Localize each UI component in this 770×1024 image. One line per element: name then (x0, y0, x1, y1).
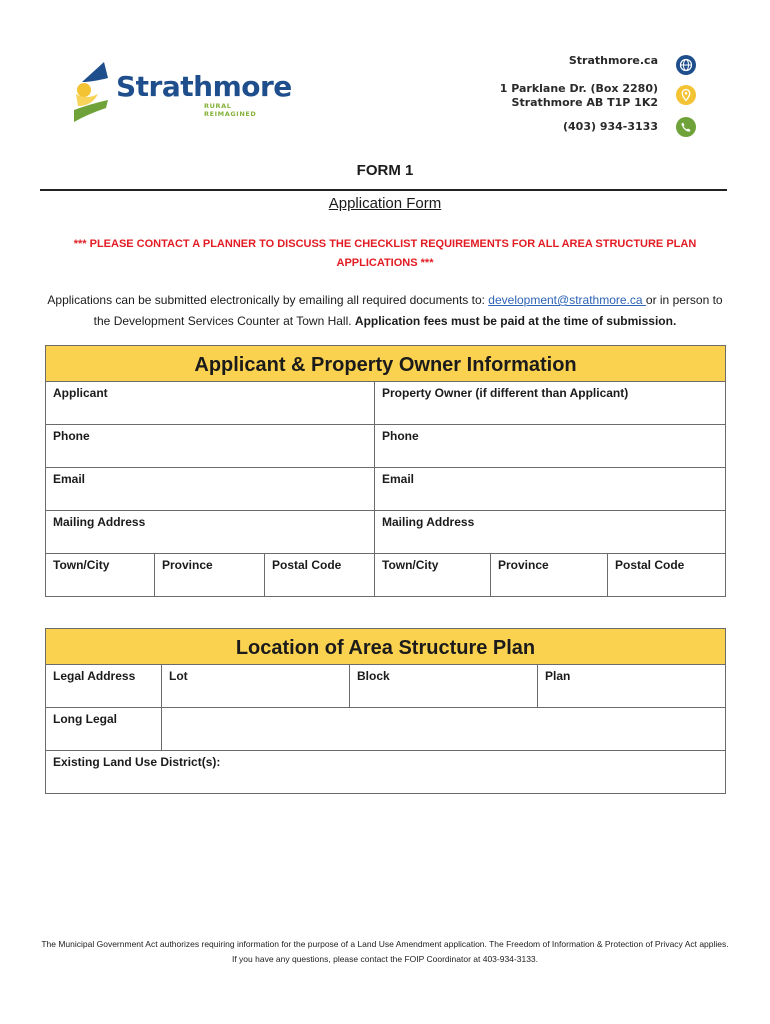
applicant-name-label: Applicant (53, 386, 108, 400)
planner-notice: *** PLEASE CONTACT A PLANNER TO DISCUSS THE CHECKLIST REQUIREMENTS FOR ALL AREA STRUCTURE PLAN APPLICATIONS *** (73, 238, 697, 269)
phone-icon (676, 117, 696, 137)
applicant-owner-table (45, 345, 726, 597)
applicant-postal-field[interactable] (265, 554, 375, 597)
title-divider (40, 189, 727, 191)
logo-tagline: RURAL REIMAGINED (204, 102, 257, 118)
owner-town-label: Town/City (382, 558, 439, 572)
long-legal-label-cell (46, 708, 162, 751)
plan-label: Plan (545, 669, 571, 683)
lot-label: Lot (169, 669, 188, 683)
address-line-2: Strathmore AB T1P 1K2 (511, 96, 658, 109)
owner-postal-label: Postal Code (615, 558, 685, 572)
applicant-mailing-field[interactable] (46, 511, 375, 554)
owner-mailing-label: Mailing Address (382, 515, 475, 529)
owner-phone-label: Phone (382, 429, 419, 443)
website-text: Strathmore.ca (568, 54, 658, 67)
strathmore-mark-icon (72, 60, 116, 122)
existing-district-label: Existing Land Use District(s): (53, 755, 221, 769)
fee-notice: Application fees must be paid at the time of submission. (354, 314, 677, 328)
location-pin-icon (676, 85, 696, 105)
location-table (45, 628, 726, 794)
owner-province-field[interactable] (491, 554, 608, 597)
owner-email-label: Email (382, 472, 415, 486)
long-legal-field[interactable] (162, 708, 726, 751)
email-link[interactable]: development@strathmore.ca (488, 293, 646, 307)
logo-wordmark: Strathmore (116, 70, 292, 103)
block-field[interactable] (350, 665, 538, 708)
form-title-text: Application Form (328, 195, 442, 212)
owner-name-label: Property Owner (if different than Applicant) (382, 386, 629, 400)
intro-text-cont: or in person to the Development Services Counter at Town Hall. (93, 293, 723, 328)
applicant-name-field[interactable] (46, 382, 375, 425)
applicant-phone-label: Phone (53, 429, 90, 443)
location-section-heading: Location of Area Structure Plan (46, 629, 726, 665)
applicant-phone-field[interactable] (46, 425, 375, 468)
applicant-town-field[interactable] (46, 554, 155, 597)
owner-province-label: Province (498, 558, 549, 572)
applicant-mailing-label: Mailing Address (53, 515, 146, 529)
globe-icon (676, 55, 696, 75)
submission-instructions (44, 290, 726, 332)
owner-phone-field[interactable] (375, 425, 726, 468)
intro-text: Applications can be submitted electronically by emailing all required documents to: (47, 293, 489, 307)
owner-town-field[interactable] (375, 554, 491, 597)
applicant-town-label: Town/City (53, 558, 110, 572)
address-line-1: 1 Parklane Dr. (Box 2280) (499, 82, 658, 95)
applicant-province-label: Province (162, 558, 213, 572)
legal-address-label: Legal Address (53, 669, 136, 683)
block-label: Block (357, 669, 390, 683)
owner-postal-field[interactable] (608, 554, 726, 597)
applicant-email-field[interactable] (46, 468, 375, 511)
strathmore-logo (72, 60, 292, 122)
foip-footer: The Municipal Government Act authorizes requiring information for the purpose of a Land Use Amendment application. The Freedom of Information & Protection of Privacy Act applies. If you have any questions, please contact the FOIP Coordinator at 403-934-3133. (41, 939, 729, 964)
phone-text: (403) 934-3133 (563, 120, 658, 133)
plan-field[interactable] (538, 665, 726, 708)
applicant-postal-label: Postal Code (272, 558, 342, 572)
form-number: FORM 1 (356, 162, 414, 179)
legal-address-label-cell (46, 665, 162, 708)
applicant-province-field[interactable] (155, 554, 265, 597)
owner-mailing-field[interactable] (375, 511, 726, 554)
applicant-section-heading: Applicant & Property Owner Information (46, 346, 726, 382)
lot-field[interactable] (162, 665, 350, 708)
existing-district-field[interactable] (46, 751, 726, 794)
long-legal-label: Long Legal (53, 712, 117, 726)
form-title (0, 195, 770, 212)
owner-email-field[interactable] (375, 468, 726, 511)
applicant-email-label: Email (53, 472, 86, 486)
owner-name-field[interactable] (375, 382, 726, 425)
